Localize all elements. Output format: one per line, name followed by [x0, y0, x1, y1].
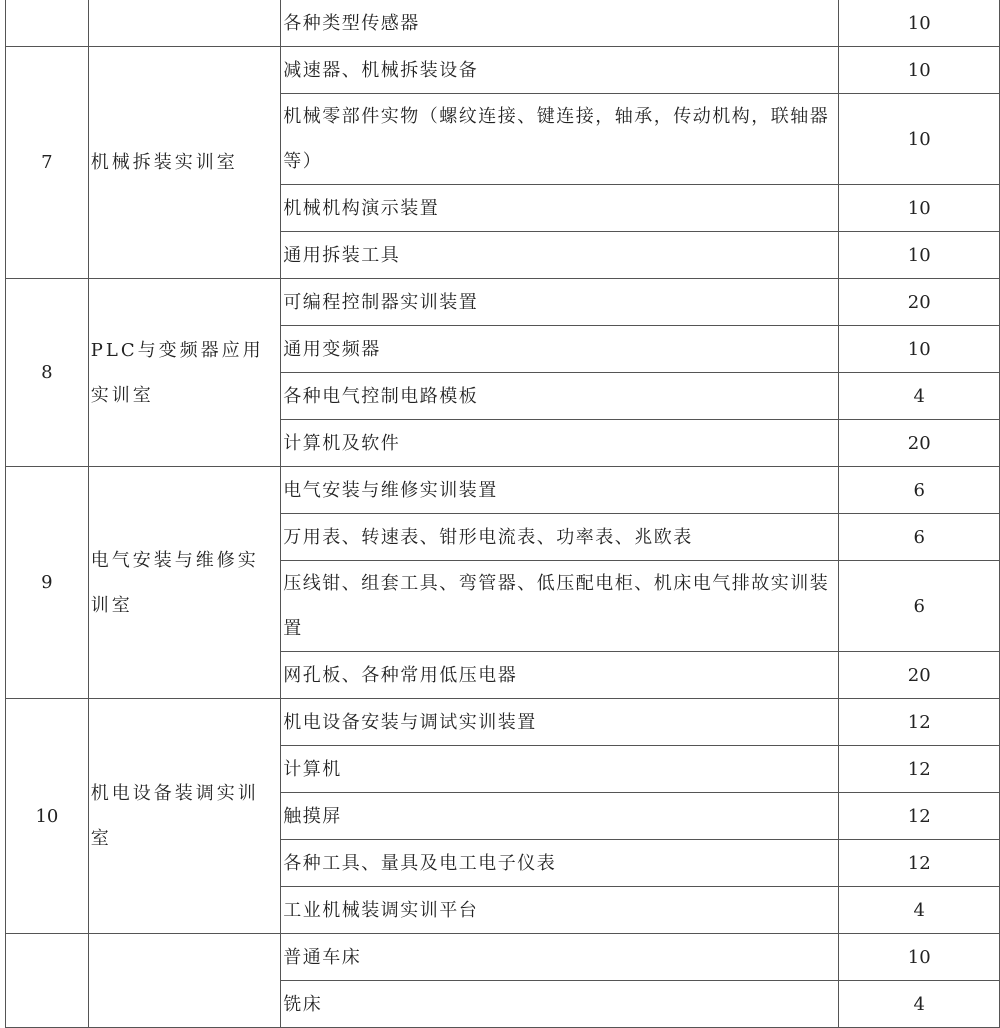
equipment-name: 计算机	[281, 746, 839, 793]
equipment-quantity: 10	[839, 47, 1000, 94]
room-name: 机械拆装实训室	[88, 47, 280, 279]
room-name: 电气安装与维修实训室	[88, 467, 280, 699]
equipment-name: 减速器、机械拆装设备	[281, 47, 839, 94]
equipment-quantity: 10	[839, 94, 1000, 185]
section-number: 9	[6, 467, 89, 699]
equipment-quantity: 12	[839, 793, 1000, 840]
section-number	[6, 0, 89, 47]
equipment-name: 可编程控制器实训装置	[281, 279, 839, 326]
equipment-quantity: 6	[839, 514, 1000, 561]
equipment-name: 各种电气控制电路模板	[281, 373, 839, 420]
room-name: 机电设备装调实训室	[88, 699, 280, 934]
table-row	[6, 47, 1000, 94]
equipment-quantity: 10	[839, 934, 1000, 981]
equipment-quantity: 4	[839, 373, 1000, 420]
section-number	[6, 934, 89, 1028]
equipment-quantity: 10	[839, 232, 1000, 279]
room-name: PLC与变频器应用实训室	[88, 279, 280, 467]
room-name	[88, 934, 280, 1028]
section-number: 10	[6, 699, 89, 934]
section-number: 8	[6, 279, 89, 467]
equipment-name: 工业机械装调实训平台	[281, 887, 839, 934]
equipment-name: 触摸屏	[281, 793, 839, 840]
room-name	[88, 0, 280, 47]
equipment-quantity: 12	[839, 746, 1000, 793]
table-row	[6, 934, 1000, 981]
table-row	[6, 467, 1000, 514]
equipment-quantity: 10	[839, 185, 1000, 232]
equipment-name: 各种工具、量具及电工电子仪表	[281, 840, 839, 887]
table-row	[6, 699, 1000, 746]
equipment-name: 压线钳、组套工具、弯管器、低压配电柜、机床电气排故实训装置	[281, 561, 839, 652]
equipment-name: 机械机构演示装置	[281, 185, 839, 232]
equipment-name: 电气安装与维修实训装置	[281, 467, 839, 514]
table-row	[6, 279, 1000, 326]
equipment-name: 铣床	[281, 981, 839, 1028]
equipment-table	[5, 0, 1000, 1028]
equipment-quantity: 10	[839, 0, 1000, 47]
equipment-name: 万用表、转速表、钳形电流表、功率表、兆欧表	[281, 514, 839, 561]
equipment-quantity: 4	[839, 887, 1000, 934]
equipment-quantity: 20	[839, 652, 1000, 699]
section-number: 7	[6, 47, 89, 279]
equipment-name: 各种类型传感器	[281, 0, 839, 47]
equipment-quantity: 12	[839, 840, 1000, 887]
equipment-quantity: 20	[839, 279, 1000, 326]
equipment-name: 机械零部件实物（螺纹连接、键连接，轴承，传动机构，联轴器等）	[281, 94, 839, 185]
equipment-quantity: 6	[839, 467, 1000, 514]
equipment-name: 通用变频器	[281, 326, 839, 373]
equipment-quantity: 10	[839, 326, 1000, 373]
equipment-quantity: 12	[839, 699, 1000, 746]
equipment-name: 机电设备安装与调试实训装置	[281, 699, 839, 746]
equipment-quantity: 6	[839, 561, 1000, 652]
equipment-name: 通用拆装工具	[281, 232, 839, 279]
equipment-name: 普通车床	[281, 934, 839, 981]
equipment-quantity: 20	[839, 420, 1000, 467]
equipment-quantity: 4	[839, 981, 1000, 1028]
equipment-name: 计算机及软件	[281, 420, 839, 467]
table-row	[6, 0, 1000, 47]
equipment-name: 网孔板、各种常用低压电器	[281, 652, 839, 699]
